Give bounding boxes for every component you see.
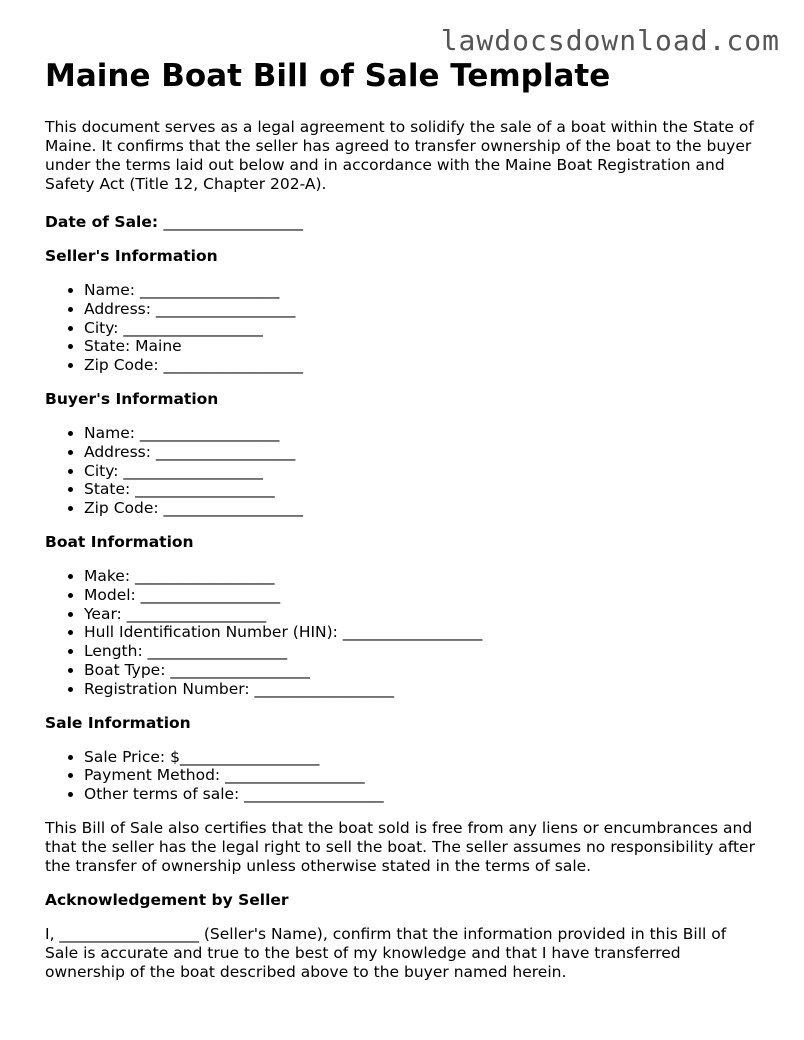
- buyer-address-item: • Address: __________________: [84, 443, 760, 462]
- date-of-sale-label: Date of Sale:: [45, 213, 159, 231]
- date-of-sale-line: [45, 213, 760, 232]
- seller-zip-item: • Zip Code: __________________: [84, 356, 760, 375]
- seller-info-list: [45, 281, 760, 375]
- boat-year-item: • Year: __________________: [84, 605, 760, 624]
- buyer-zip-item: • Zip Code: __________________: [84, 499, 760, 518]
- sale-section-heading: Sale Information: [45, 713, 191, 732]
- seller-name-item: • Name: __________________: [84, 281, 760, 300]
- buyer-info-list: [45, 424, 760, 518]
- watermark: lawdocsdownload.com: [440, 24, 780, 57]
- acknowledgement-heading: Acknowledgement by Seller: [45, 890, 289, 909]
- seller-city-item: • City: __________________: [84, 319, 760, 338]
- buyer-section-heading: Buyer's Information: [45, 389, 219, 408]
- other-terms-item: • Other terms of sale: __________________: [84, 785, 760, 804]
- date-of-sale-blank: __________________: [163, 213, 303, 231]
- payment-method-item: • Payment Method: __________________: [84, 766, 760, 785]
- seller-state-item: • State: Maine: [84, 337, 760, 356]
- boat-model-item: • Model: __________________: [84, 586, 760, 605]
- boat-length-item: • Length: __________________: [84, 642, 760, 661]
- boat-info-list: [45, 567, 760, 699]
- buyer-name-item: • Name: __________________: [84, 424, 760, 443]
- boat-registration-item: • Registration Number: __________________: [84, 680, 760, 699]
- boat-hin-item: • Hull Identification Number (HIN): __________________: [84, 623, 760, 642]
- boat-section-heading: Boat Information: [45, 532, 194, 551]
- boat-make-item: • Make: __________________: [84, 567, 760, 586]
- acknowledgement-paragraph: I, __________________ (Seller's Name), confirm that the information provided in this Bill of Sale is accurate and true to the best of my knowledge and that I have transferred ownership of the boat described above to the buyer named herein.: [45, 924, 727, 981]
- intro-paragraph: This document serves as a legal agreement to solidify the sale of a boat within the State of Maine. It confirms that the seller has agreed to transfer ownership of the boat to the buyer under the terms laid out below and in accordance with the Maine Boat Registration and Safety Act (Title 12, Chapter 202-A).: [45, 118, 754, 193]
- sale-price-item: • Sale Price: $__________________: [84, 748, 760, 767]
- seller-section-heading: Seller's Information: [45, 247, 218, 265]
- document-page: [45, 56, 760, 982]
- page-title: Maine Boat Bill of Sale Template: [45, 58, 611, 94]
- buyer-state-item: • State: __________________: [84, 480, 760, 499]
- buyer-city-item: • City: __________________: [84, 462, 760, 481]
- certification-paragraph: This Bill of Sale also certifies that the boat sold is free from any liens or encumbrances and that the seller has the legal right to sell the boat. The seller assumes no responsibility after the transfer of ownership unless otherwise stated in the terms of sale.: [45, 818, 755, 875]
- seller-address-item: • Address: __________________: [84, 300, 760, 319]
- sale-info-list: [45, 748, 760, 804]
- boat-type-item: • Boat Type: __________________: [84, 661, 760, 680]
